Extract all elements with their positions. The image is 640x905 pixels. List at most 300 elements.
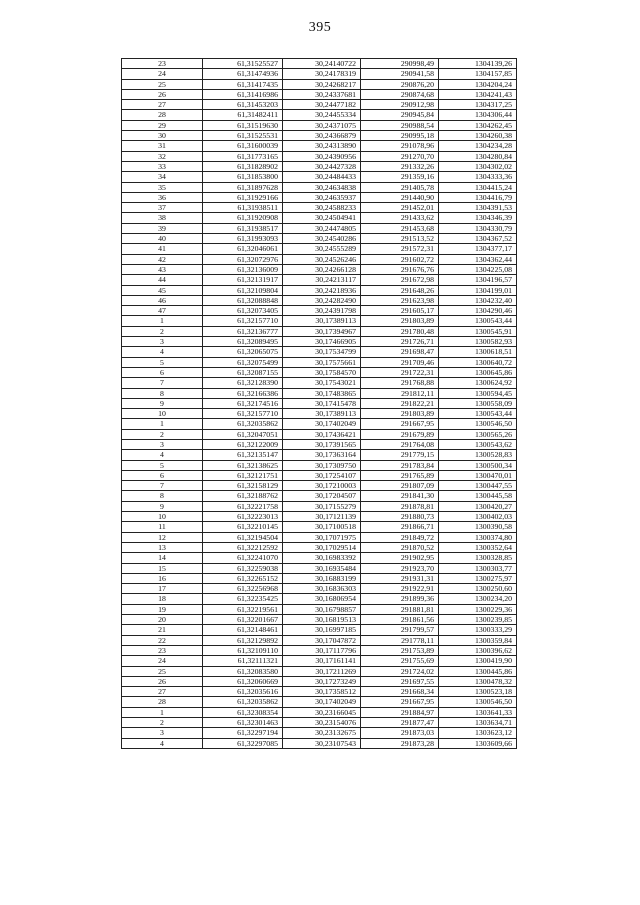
table-row	[122, 656, 517, 666]
point-number-cell: 43	[122, 264, 203, 274]
y-coordinate-cell: 1300275,97	[439, 573, 517, 583]
table-row	[122, 357, 517, 367]
table-row	[122, 131, 517, 141]
latitude-cell: 61,31474936	[203, 69, 283, 79]
table-row	[122, 522, 517, 532]
table-row	[122, 553, 517, 563]
y-coordinate-cell: 1304260,38	[439, 131, 517, 141]
x-coordinate-cell: 291724,02	[361, 666, 439, 676]
y-coordinate-cell: 1300445,58	[439, 491, 517, 501]
latitude-cell: 61,32148461	[203, 625, 283, 635]
latitude-cell: 61,32035616	[203, 687, 283, 697]
table-row	[122, 264, 517, 274]
x-coordinate-cell: 291803,89	[361, 409, 439, 419]
table-row	[122, 275, 517, 285]
longitude-cell: 30,17466905	[283, 337, 361, 347]
x-coordinate-cell: 290874,68	[361, 89, 439, 99]
x-coordinate-cell: 291359,16	[361, 172, 439, 182]
table-row	[122, 481, 517, 491]
longitude-cell: 30,24484433	[283, 172, 361, 182]
y-coordinate-cell: 1300239,85	[439, 615, 517, 625]
point-number-cell: 28	[122, 110, 203, 120]
table-row	[122, 234, 517, 244]
latitude-cell: 61,32131917	[203, 275, 283, 285]
table-row	[122, 378, 517, 388]
point-number-cell: 2	[122, 718, 203, 728]
latitude-cell: 61,32129892	[203, 635, 283, 645]
longitude-cell: 30,17100518	[283, 522, 361, 532]
table-row	[122, 429, 517, 439]
table-row	[122, 388, 517, 398]
latitude-cell: 61,32046061	[203, 244, 283, 254]
x-coordinate-cell: 290941,58	[361, 69, 439, 79]
latitude-cell: 61,32109804	[203, 285, 283, 295]
latitude-cell: 61,32158129	[203, 481, 283, 491]
table-row	[122, 244, 517, 254]
table-row	[122, 203, 517, 213]
table-row	[122, 501, 517, 511]
longitude-cell: 30,24140722	[283, 59, 361, 69]
x-coordinate-cell: 290912,98	[361, 100, 439, 110]
x-coordinate-cell: 291648,26	[361, 285, 439, 295]
y-coordinate-cell: 1304157,85	[439, 69, 517, 79]
latitude-cell: 61,32241070	[203, 553, 283, 563]
longitude-cell: 30,17309750	[283, 460, 361, 470]
longitude-cell: 30,17273249	[283, 676, 361, 686]
point-number-cell: 45	[122, 285, 203, 295]
table-row	[122, 697, 517, 707]
x-coordinate-cell: 291440,90	[361, 192, 439, 202]
table-row	[122, 100, 517, 110]
table-row	[122, 419, 517, 429]
table-row	[122, 563, 517, 573]
longitude-cell: 30,24391798	[283, 306, 361, 316]
longitude-cell: 30,17391565	[283, 439, 361, 449]
y-coordinate-cell: 1304290,46	[439, 306, 517, 316]
x-coordinate-cell: 291679,89	[361, 429, 439, 439]
y-coordinate-cell: 1300420,27	[439, 501, 517, 511]
page-number: 395	[308, 20, 332, 35]
table-row	[122, 491, 517, 501]
x-coordinate-cell: 290988,54	[361, 120, 439, 130]
longitude-cell: 30,17358512	[283, 687, 361, 697]
point-number-cell: 28	[122, 697, 203, 707]
x-coordinate-cell: 291807,09	[361, 481, 439, 491]
point-number-cell: 2	[122, 326, 203, 336]
y-coordinate-cell: 1300445,86	[439, 666, 517, 676]
x-coordinate-cell: 291931,31	[361, 573, 439, 583]
latitude-cell: 61,31828902	[203, 161, 283, 171]
y-coordinate-cell: 1300500,34	[439, 460, 517, 470]
x-coordinate-cell: 290995,18	[361, 131, 439, 141]
table-row	[122, 151, 517, 161]
x-coordinate-cell: 291768,88	[361, 378, 439, 388]
x-coordinate-cell: 291453,68	[361, 223, 439, 233]
longitude-cell: 30,16836303	[283, 584, 361, 594]
y-coordinate-cell: 1300546,50	[439, 419, 517, 429]
longitude-cell: 30,16935484	[283, 563, 361, 573]
longitude-cell: 30,17029514	[283, 542, 361, 552]
longitude-cell: 30,16883199	[283, 573, 361, 583]
x-coordinate-cell: 291799,57	[361, 625, 439, 635]
table-row	[122, 59, 517, 69]
longitude-cell: 30,17210003	[283, 481, 361, 491]
latitude-cell: 61,32136009	[203, 264, 283, 274]
latitude-cell: 61,32221758	[203, 501, 283, 511]
latitude-cell: 61,31525527	[203, 59, 283, 69]
point-number-cell: 22	[122, 635, 203, 645]
y-coordinate-cell: 1304362,44	[439, 254, 517, 264]
x-coordinate-cell: 291078,96	[361, 141, 439, 151]
point-number-cell: 1	[122, 419, 203, 429]
point-number-cell: 25	[122, 666, 203, 676]
x-coordinate-cell: 290876,20	[361, 79, 439, 89]
point-number-cell: 15	[122, 563, 203, 573]
table-row	[122, 532, 517, 542]
y-coordinate-cell: 1303623,12	[439, 728, 517, 738]
longitude-cell: 30,17363164	[283, 450, 361, 460]
x-coordinate-cell: 291672,98	[361, 275, 439, 285]
x-coordinate-cell: 291873,03	[361, 728, 439, 738]
y-coordinate-cell: 1300396,62	[439, 645, 517, 655]
y-coordinate-cell: 1304391,53	[439, 203, 517, 213]
point-number-cell: 9	[122, 398, 203, 408]
point-number-cell: 14	[122, 553, 203, 563]
point-number-cell: 21	[122, 625, 203, 635]
y-coordinate-cell: 1300402,03	[439, 512, 517, 522]
table-row	[122, 676, 517, 686]
point-number-cell: 30	[122, 131, 203, 141]
y-coordinate-cell: 1300594,45	[439, 388, 517, 398]
latitude-cell: 61,32065075	[203, 347, 283, 357]
coordinates-table	[121, 58, 517, 749]
latitude-cell: 61,32047051	[203, 429, 283, 439]
x-coordinate-cell: 291668,34	[361, 687, 439, 697]
y-coordinate-cell: 1300333,29	[439, 625, 517, 635]
x-coordinate-cell: 291779,15	[361, 450, 439, 460]
longitude-cell: 30,24366879	[283, 131, 361, 141]
point-number-cell: 40	[122, 234, 203, 244]
point-number-cell: 24	[122, 656, 203, 666]
point-number-cell: 23	[122, 645, 203, 655]
y-coordinate-cell: 1304241,43	[439, 89, 517, 99]
y-coordinate-cell: 1300328,85	[439, 553, 517, 563]
y-coordinate-cell: 1300419,90	[439, 656, 517, 666]
point-number-cell: 26	[122, 89, 203, 99]
longitude-cell: 30,24337681	[283, 89, 361, 99]
longitude-cell: 30,24555289	[283, 244, 361, 254]
longitude-cell: 30,17436421	[283, 429, 361, 439]
latitude-cell: 61,31853800	[203, 172, 283, 182]
table-row	[122, 635, 517, 645]
y-coordinate-cell: 1304232,40	[439, 295, 517, 305]
x-coordinate-cell: 291667,95	[361, 419, 439, 429]
y-coordinate-cell: 1300528,83	[439, 450, 517, 460]
table-row	[122, 213, 517, 223]
point-number-cell: 10	[122, 409, 203, 419]
longitude-cell: 30,23166045	[283, 707, 361, 717]
y-coordinate-cell: 1300234,20	[439, 594, 517, 604]
latitude-cell: 61,32128390	[203, 378, 283, 388]
latitude-cell: 61,32174516	[203, 398, 283, 408]
x-coordinate-cell: 291878,81	[361, 501, 439, 511]
y-coordinate-cell: 1304317,25	[439, 100, 517, 110]
latitude-cell: 61,32072976	[203, 254, 283, 264]
latitude-cell: 61,31920908	[203, 213, 283, 223]
y-coordinate-cell: 1300523,18	[439, 687, 517, 697]
longitude-cell: 30,24213117	[283, 275, 361, 285]
longitude-cell: 30,24268217	[283, 79, 361, 89]
x-coordinate-cell: 291783,84	[361, 460, 439, 470]
longitude-cell: 30,24371075	[283, 120, 361, 130]
point-number-cell: 37	[122, 203, 203, 213]
latitude-cell: 61,32122009	[203, 439, 283, 449]
point-number-cell: 47	[122, 306, 203, 316]
point-number-cell: 10	[122, 512, 203, 522]
point-number-cell: 34	[122, 172, 203, 182]
longitude-cell: 30,23154076	[283, 718, 361, 728]
longitude-cell: 30,17483865	[283, 388, 361, 398]
point-number-cell: 4	[122, 347, 203, 357]
table-row	[122, 584, 517, 594]
table-row	[122, 728, 517, 738]
latitude-cell: 61,31525531	[203, 131, 283, 141]
latitude-cell: 61,32157710	[203, 409, 283, 419]
latitude-cell: 61,32308354	[203, 707, 283, 717]
longitude-cell: 30,17534799	[283, 347, 361, 357]
latitude-cell: 61,32035862	[203, 697, 283, 707]
longitude-cell: 30,24526246	[283, 254, 361, 264]
longitude-cell: 30,24455334	[283, 110, 361, 120]
latitude-cell: 61,32135147	[203, 450, 283, 460]
table-row	[122, 79, 517, 89]
x-coordinate-cell: 291753,89	[361, 645, 439, 655]
table-row	[122, 337, 517, 347]
table-row	[122, 707, 517, 717]
latitude-cell: 61,32210145	[203, 522, 283, 532]
y-coordinate-cell: 1303634,71	[439, 718, 517, 728]
table-row	[122, 182, 517, 192]
point-number-cell: 12	[122, 532, 203, 542]
y-coordinate-cell: 1300558,09	[439, 398, 517, 408]
y-coordinate-cell: 1300470,01	[439, 470, 517, 480]
point-number-cell: 8	[122, 491, 203, 501]
longitude-cell: 30,24540286	[283, 234, 361, 244]
x-coordinate-cell: 290998,49	[361, 59, 439, 69]
y-coordinate-cell: 1300447,55	[439, 481, 517, 491]
longitude-cell: 30,24474805	[283, 223, 361, 233]
longitude-cell: 30,17121139	[283, 512, 361, 522]
y-coordinate-cell: 1304346,39	[439, 213, 517, 223]
longitude-cell: 30,23132675	[283, 728, 361, 738]
longitude-cell: 30,17402049	[283, 697, 361, 707]
latitude-cell: 61,32121751	[203, 470, 283, 480]
longitude-cell: 30,17575661	[283, 357, 361, 367]
longitude-cell: 30,17155279	[283, 501, 361, 511]
x-coordinate-cell: 291764,08	[361, 439, 439, 449]
x-coordinate-cell: 291849,72	[361, 532, 439, 542]
x-coordinate-cell: 291866,71	[361, 522, 439, 532]
longitude-cell: 30,24477182	[283, 100, 361, 110]
latitude-cell: 61,32157710	[203, 316, 283, 326]
y-coordinate-cell: 1300374,80	[439, 532, 517, 542]
point-number-cell: 36	[122, 192, 203, 202]
point-number-cell: 46	[122, 295, 203, 305]
latitude-cell: 61,32111321	[203, 656, 283, 666]
point-number-cell: 32	[122, 151, 203, 161]
x-coordinate-cell: 291602,72	[361, 254, 439, 264]
point-number-cell: 5	[122, 357, 203, 367]
latitude-cell: 61,32301463	[203, 718, 283, 728]
point-number-cell: 3	[122, 728, 203, 738]
table-row	[122, 254, 517, 264]
latitude-cell: 61,31519630	[203, 120, 283, 130]
x-coordinate-cell: 291572,31	[361, 244, 439, 254]
point-number-cell: 29	[122, 120, 203, 130]
x-coordinate-cell: 290945,84	[361, 110, 439, 120]
point-number-cell: 33	[122, 161, 203, 171]
y-coordinate-cell: 1304333,36	[439, 172, 517, 182]
y-coordinate-cell: 1304280,84	[439, 151, 517, 161]
latitude-cell: 61,32060669	[203, 676, 283, 686]
latitude-cell: 61,32089495	[203, 337, 283, 347]
y-coordinate-cell: 1304262,45	[439, 120, 517, 130]
y-coordinate-cell: 1300303,77	[439, 563, 517, 573]
x-coordinate-cell: 291605,17	[361, 306, 439, 316]
table-row	[122, 666, 517, 676]
table-row	[122, 645, 517, 655]
table-row	[122, 542, 517, 552]
point-number-cell: 9	[122, 501, 203, 511]
latitude-cell: 61,32201667	[203, 615, 283, 625]
table-row	[122, 316, 517, 326]
point-number-cell: 20	[122, 615, 203, 625]
point-number-cell: 27	[122, 687, 203, 697]
y-coordinate-cell: 1300229,36	[439, 604, 517, 614]
point-number-cell: 39	[122, 223, 203, 233]
point-number-cell: 3	[122, 439, 203, 449]
longitude-cell: 30,16997185	[283, 625, 361, 635]
latitude-cell: 61,32212592	[203, 542, 283, 552]
y-coordinate-cell: 1304302,02	[439, 161, 517, 171]
table-row	[122, 192, 517, 202]
point-number-cell: 6	[122, 367, 203, 377]
table-row	[122, 460, 517, 470]
x-coordinate-cell: 291623,98	[361, 295, 439, 305]
point-number-cell: 13	[122, 542, 203, 552]
latitude-cell: 61,31453203	[203, 100, 283, 110]
latitude-cell: 61,31993093	[203, 234, 283, 244]
x-coordinate-cell: 291726,71	[361, 337, 439, 347]
table-row	[122, 594, 517, 604]
y-coordinate-cell: 1300546,50	[439, 697, 517, 707]
longitude-cell: 30,17211269	[283, 666, 361, 676]
longitude-cell: 30,17415478	[283, 398, 361, 408]
y-coordinate-cell: 1304415,24	[439, 182, 517, 192]
point-number-cell: 1	[122, 707, 203, 717]
longitude-cell: 30,17161141	[283, 656, 361, 666]
longitude-cell: 30,16806954	[283, 594, 361, 604]
table-row	[122, 69, 517, 79]
point-number-cell: 11	[122, 522, 203, 532]
y-coordinate-cell: 1303641,33	[439, 707, 517, 717]
x-coordinate-cell: 291881,81	[361, 604, 439, 614]
x-coordinate-cell: 291902,95	[361, 553, 439, 563]
longitude-cell: 30,17584570	[283, 367, 361, 377]
point-number-cell: 4	[122, 450, 203, 460]
latitude-cell: 61,31938517	[203, 223, 283, 233]
x-coordinate-cell: 291922,91	[361, 584, 439, 594]
y-coordinate-cell: 1304234,28	[439, 141, 517, 151]
longitude-cell: 30,17402049	[283, 419, 361, 429]
point-number-cell: 16	[122, 573, 203, 583]
longitude-cell: 30,24178319	[283, 69, 361, 79]
longitude-cell: 30,24266128	[283, 264, 361, 274]
y-coordinate-cell: 1300545,91	[439, 326, 517, 336]
point-number-cell: 7	[122, 481, 203, 491]
latitude-cell: 61,32087155	[203, 367, 283, 377]
y-coordinate-cell: 1300352,64	[439, 542, 517, 552]
table-row	[122, 120, 517, 130]
latitude-cell: 61,32083580	[203, 666, 283, 676]
x-coordinate-cell: 291923,70	[361, 563, 439, 573]
longitude-cell: 30,17389113	[283, 316, 361, 326]
point-number-cell: 38	[122, 213, 203, 223]
latitude-cell: 61,32188762	[203, 491, 283, 501]
y-coordinate-cell: 1304330,79	[439, 223, 517, 233]
latitude-cell: 61,32235425	[203, 594, 283, 604]
x-coordinate-cell: 291433,62	[361, 213, 439, 223]
latitude-cell: 61,32223013	[203, 512, 283, 522]
table-row	[122, 604, 517, 614]
latitude-cell: 61,32088848	[203, 295, 283, 305]
latitude-cell: 61,31897628	[203, 182, 283, 192]
point-number-cell: 27	[122, 100, 203, 110]
latitude-cell: 61,32073405	[203, 306, 283, 316]
table-row	[122, 687, 517, 697]
point-number-cell: 26	[122, 676, 203, 686]
latitude-cell: 61,32136777	[203, 326, 283, 336]
latitude-cell: 61,32219561	[203, 604, 283, 614]
latitude-cell: 61,32265152	[203, 573, 283, 583]
latitude-cell: 61,31929166	[203, 192, 283, 202]
x-coordinate-cell: 291873,28	[361, 738, 439, 748]
x-coordinate-cell: 291861,56	[361, 615, 439, 625]
table-row	[122, 347, 517, 357]
table-row	[122, 450, 517, 460]
point-number-cell: 18	[122, 594, 203, 604]
y-coordinate-cell: 1304204,24	[439, 79, 517, 89]
longitude-cell: 30,17071975	[283, 532, 361, 542]
y-coordinate-cell: 1304225,08	[439, 264, 517, 274]
latitude-cell: 61,32297085	[203, 738, 283, 748]
y-coordinate-cell: 1300478,32	[439, 676, 517, 686]
longitude-cell: 30,23107543	[283, 738, 361, 748]
longitude-cell: 30,24588233	[283, 203, 361, 213]
latitude-cell: 61,31416986	[203, 89, 283, 99]
longitude-cell: 30,24504941	[283, 213, 361, 223]
point-number-cell: 19	[122, 604, 203, 614]
latitude-cell: 61,32138625	[203, 460, 283, 470]
point-number-cell: 2	[122, 429, 203, 439]
point-number-cell: 24	[122, 69, 203, 79]
table-row	[122, 141, 517, 151]
table-row	[122, 172, 517, 182]
table-row	[122, 89, 517, 99]
y-coordinate-cell: 1300624,92	[439, 378, 517, 388]
y-coordinate-cell: 1300640,72	[439, 357, 517, 367]
x-coordinate-cell: 291452,01	[361, 203, 439, 213]
